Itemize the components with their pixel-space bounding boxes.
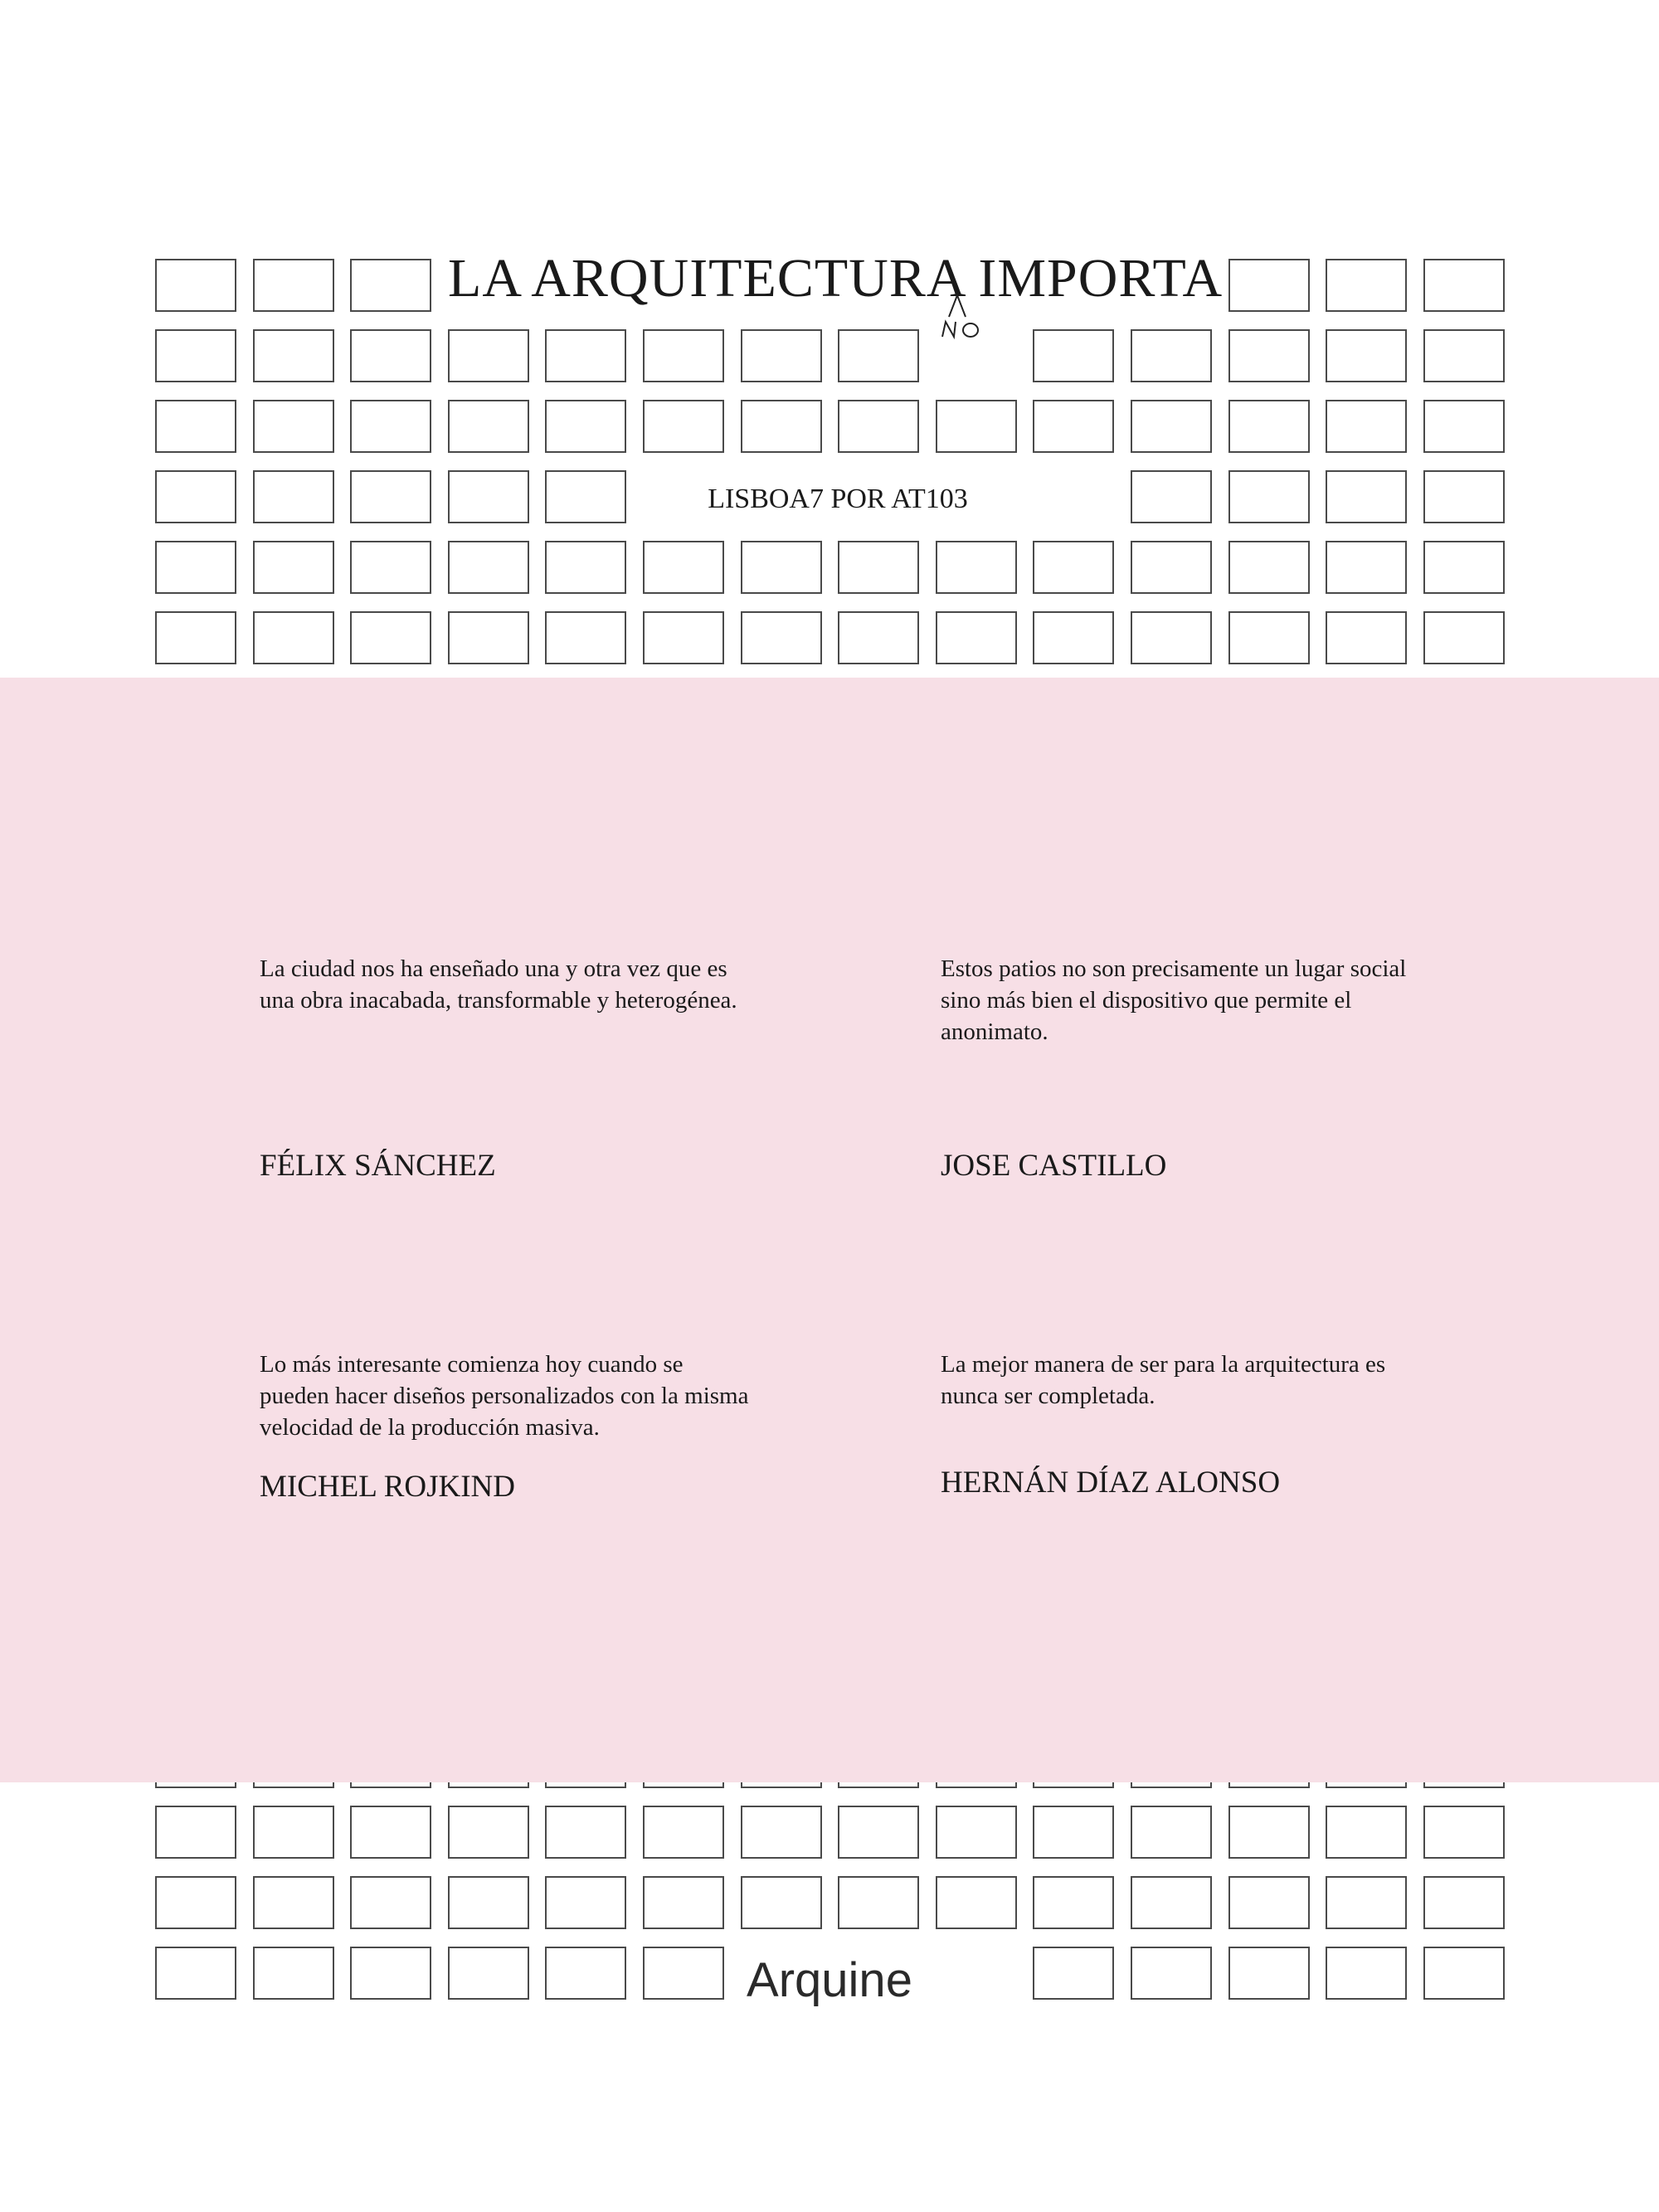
window-cell — [741, 611, 822, 664]
window-cell — [253, 1947, 334, 2000]
window-cell — [1131, 400, 1212, 453]
window-cell — [1326, 1876, 1407, 1929]
window-cell — [1228, 259, 1310, 312]
window-cell — [741, 1876, 822, 1929]
window-cell — [643, 541, 724, 594]
window-cell — [741, 400, 822, 453]
window-cell — [1423, 1806, 1505, 1859]
window-cell — [1423, 1876, 1505, 1929]
window-cell — [448, 470, 529, 523]
window-cell — [448, 329, 529, 382]
window-cell — [643, 400, 724, 453]
window-cell — [155, 1947, 236, 2000]
window-cell — [1033, 329, 1114, 382]
window-cell — [448, 611, 529, 664]
window-cell — [253, 1876, 334, 1929]
window-cell — [448, 1806, 529, 1859]
publisher-logo: Arquine — [747, 1953, 912, 2007]
window-cell — [1228, 1806, 1310, 1859]
window-cell — [253, 400, 334, 453]
window-cell — [350, 1876, 431, 1929]
window-cell — [643, 1876, 724, 1929]
window-cell — [1423, 470, 1505, 523]
window-cell — [253, 1806, 334, 1859]
window-cell — [643, 611, 724, 664]
window-cell — [1326, 1947, 1407, 2000]
window-cell — [448, 400, 529, 453]
window-cell — [155, 259, 236, 312]
book-title: LA ARQUITECTURA IMPORTA — [448, 248, 1224, 309]
window-cell — [1423, 541, 1505, 594]
window-cell — [253, 611, 334, 664]
quote-author: FÉLIX SÁNCHEZ — [260, 1149, 496, 1183]
window-cell — [643, 329, 724, 382]
window-cell — [936, 1806, 1017, 1859]
window-cell — [1131, 1947, 1212, 2000]
window-cell — [936, 400, 1017, 453]
window-cell — [350, 470, 431, 523]
quote-text: Estos patios no son precisamente un lugar social sino más bien el dispositivo que permite el anonimato. — [941, 955, 1407, 1045]
window-cell — [1131, 1806, 1212, 1859]
quote-text: Lo más interesante comienza hoy cuando se pueden hacer diseños personalizados con la misma velocidad de la producción masiva. — [260, 1351, 749, 1441]
window-cell — [1423, 400, 1505, 453]
window-cell — [1228, 1876, 1310, 1929]
window-cell — [936, 1876, 1017, 1929]
window-cell — [643, 1947, 724, 2000]
window-cell — [741, 329, 822, 382]
window-cell — [643, 1806, 724, 1859]
quote-author: JOSE CASTILLO — [941, 1149, 1167, 1183]
window-cell — [253, 329, 334, 382]
window-cell — [1326, 329, 1407, 382]
window-cell — [1326, 541, 1407, 594]
window-cell — [253, 470, 334, 523]
window-cell — [253, 259, 334, 312]
window-cell — [155, 611, 236, 664]
window-cell — [936, 541, 1017, 594]
window-cell — [1033, 1876, 1114, 1929]
window-cell — [1131, 1876, 1212, 1929]
window-cell — [155, 400, 236, 453]
window-cell — [350, 400, 431, 453]
window-cell — [545, 1876, 626, 1929]
window-cell — [1228, 611, 1310, 664]
window-cell — [1423, 259, 1505, 312]
window-cell — [1131, 541, 1212, 594]
window-cell — [448, 541, 529, 594]
window-cell — [1131, 611, 1212, 664]
window-cell — [1131, 470, 1212, 523]
window-cell — [1326, 611, 1407, 664]
window-cell — [1033, 611, 1114, 664]
window-cell — [1033, 400, 1114, 453]
window-cell — [545, 611, 626, 664]
quote-author: HERNÁN DÍAZ ALONSO — [941, 1466, 1281, 1500]
window-cell — [1423, 329, 1505, 382]
window-cell — [838, 1806, 919, 1859]
window-cell — [1228, 400, 1310, 453]
window-cell — [545, 329, 626, 382]
window-cell — [545, 541, 626, 594]
window-cell — [1326, 1806, 1407, 1859]
window-cell — [1228, 541, 1310, 594]
window-cell — [1228, 329, 1310, 382]
window-cell — [741, 541, 822, 594]
window-cell — [838, 611, 919, 664]
window-cell — [1033, 1947, 1114, 2000]
window-cell — [1326, 470, 1407, 523]
window-cell — [741, 1806, 822, 1859]
window-cell — [1326, 400, 1407, 453]
window-cell — [155, 470, 236, 523]
window-cell — [350, 259, 431, 312]
window-cell — [545, 470, 626, 523]
window-cell — [350, 1806, 431, 1859]
window-cell — [838, 329, 919, 382]
window-cell — [448, 1876, 529, 1929]
window-cell — [1326, 259, 1407, 312]
book-subtitle: LISBOA7 POR AT103 — [708, 484, 968, 514]
handwritten-no-insertion — [934, 290, 992, 340]
window-cell — [1228, 470, 1310, 523]
window-cell — [838, 400, 919, 453]
window-cell — [545, 1947, 626, 2000]
window-cell — [1423, 611, 1505, 664]
window-cell — [448, 1947, 529, 2000]
quote-author: MICHEL ROJKIND — [260, 1470, 515, 1504]
window-cell — [1423, 1947, 1505, 2000]
window-cell — [1033, 1806, 1114, 1859]
window-cell — [838, 541, 919, 594]
window-cell — [1228, 1947, 1310, 2000]
window-cell — [155, 329, 236, 382]
window-cell — [838, 1876, 919, 1929]
quote-text: La ciudad nos ha enseñado una y otra vez que es una obra inacabada, transformable y heterogénea. — [260, 955, 737, 1014]
window-cell — [253, 541, 334, 594]
window-cell — [155, 541, 236, 594]
window-cell — [1131, 329, 1212, 382]
window-cell — [545, 400, 626, 453]
window-cell — [155, 1806, 236, 1859]
window-cell — [1033, 541, 1114, 594]
quotes-band — [0, 678, 1659, 1782]
window-cell — [155, 1876, 236, 1929]
window-cell — [936, 611, 1017, 664]
window-cell — [350, 541, 431, 594]
window-cell — [545, 1806, 626, 1859]
window-cell — [350, 611, 431, 664]
window-cell — [350, 1947, 431, 2000]
quote-text: La mejor manera de ser para la arquitectura es nunca ser completada. — [941, 1351, 1386, 1409]
window-cell — [350, 329, 431, 382]
